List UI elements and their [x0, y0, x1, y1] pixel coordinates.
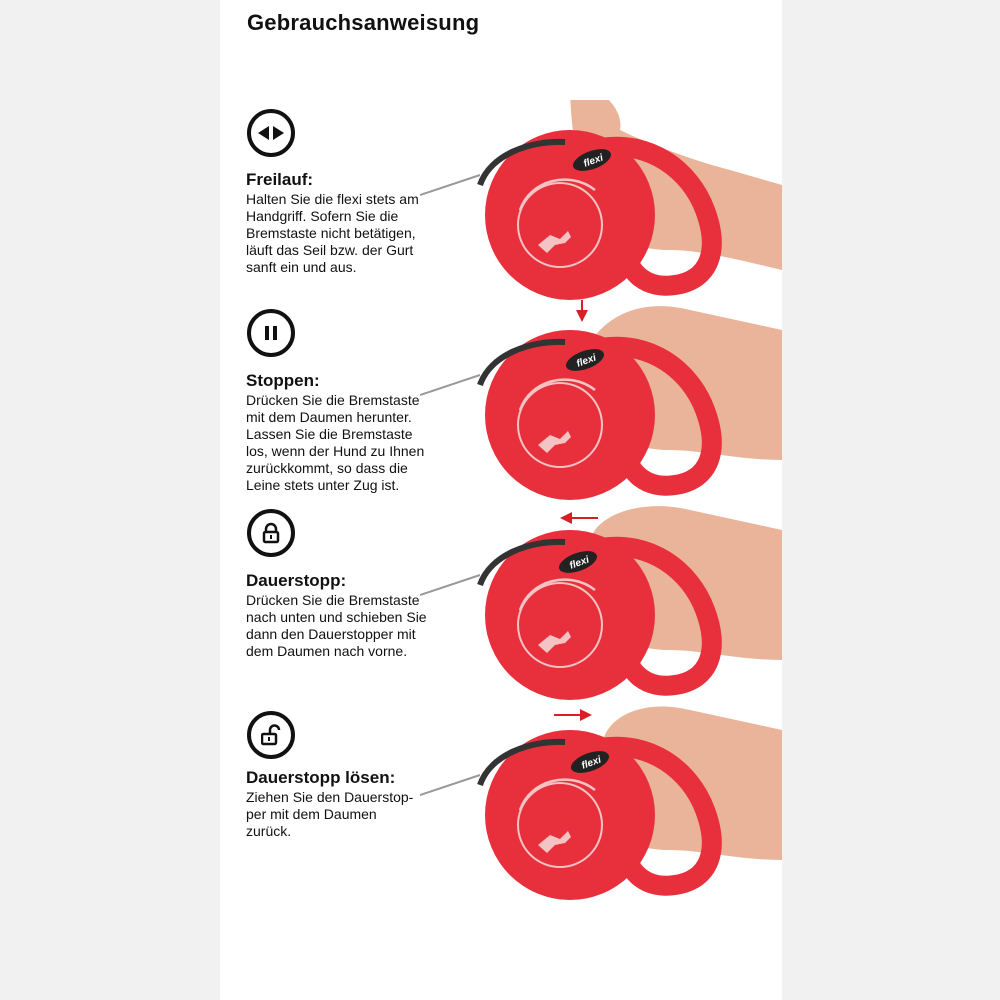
step-dauerstopp-loesen — [220, 700, 782, 900]
leash-handle-photo — [420, 700, 782, 900]
step-title: Freilauf: — [246, 170, 314, 189]
page-title: Gebrauchsanweisung — [247, 10, 480, 35]
leash-handle-photo — [420, 100, 782, 300]
arrow-down-icon — [576, 300, 588, 322]
leash-handle-photo — [420, 300, 782, 500]
step-title: Dauerstopp lösen: — [246, 768, 396, 787]
leash-handle-photo — [420, 500, 782, 700]
lock-open-icon — [247, 711, 295, 759]
svg-text:flexi: flexi — [568, 554, 591, 572]
step-text — [246, 571, 446, 660]
step-description: Drücken Sie die Bremstaste mit dem Daumen herunter. Lassen Sie die Bremstaste los, wenn der Hund zu Ihnen zurückkommt, so dass die Leine stets unter Zug ist. — [246, 392, 425, 493]
step-description: Halten Sie die flexi stets am Handgriff. Sofern Sie die Bremstaste nicht betätigen, läuft das Seil bzw. der Gurt sanft ein und aus. — [246, 191, 419, 275]
arrow-left-icon — [560, 512, 598, 524]
arrow-right-icon — [554, 709, 592, 721]
instruction-page — [220, 0, 782, 1000]
svg-text:flexi: flexi — [582, 152, 605, 170]
play-pause-icon — [247, 109, 295, 157]
step-text — [246, 170, 446, 276]
step-freilauf — [220, 100, 782, 300]
step-stoppen — [220, 300, 782, 500]
step-title: Stoppen: — [246, 371, 320, 390]
lock-closed-icon — [247, 509, 295, 557]
step-title: Dauerstopp: — [246, 571, 347, 590]
step-description: Ziehen Sie den Dauerstop- per mit dem Daumen zurück. — [246, 789, 414, 839]
svg-text:flexi: flexi — [580, 754, 603, 772]
step-text — [246, 768, 446, 840]
step-dauerstopp — [220, 500, 782, 700]
pause-icon — [247, 309, 295, 357]
step-description: Drücken Sie die Bremstaste nach unten und schieben Sie dann den Dauerstopper mit dem Daumen nach vorne. — [246, 592, 427, 659]
svg-text:flexi: flexi — [575, 352, 598, 370]
step-text — [246, 371, 446, 494]
